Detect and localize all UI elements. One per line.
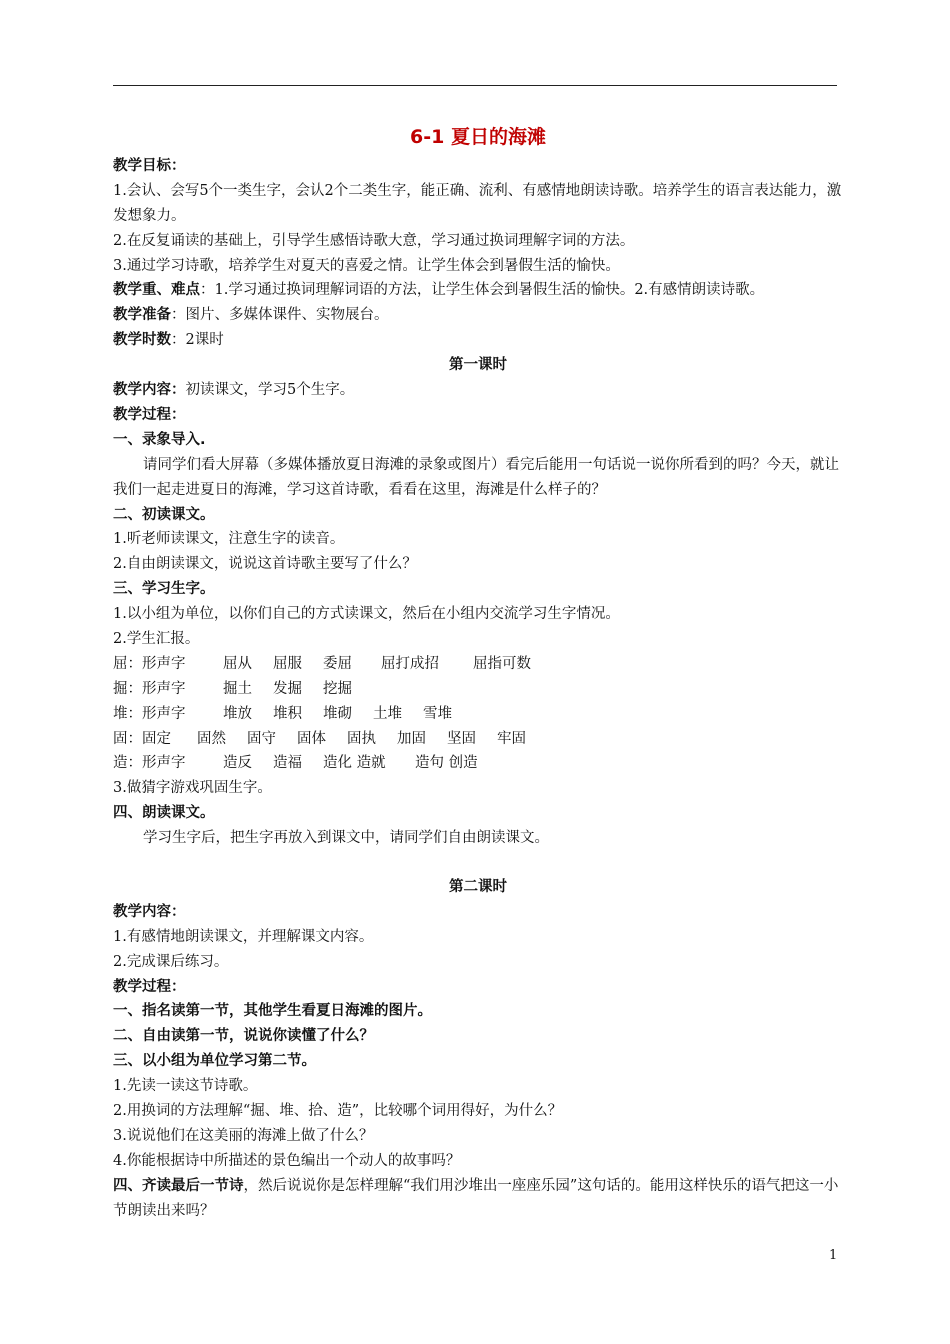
- char-word: 造化 造就: [323, 755, 386, 772]
- char-word: 堆砌: [323, 705, 352, 722]
- final-section-label: 四、齐读最后一节诗: [113, 1177, 244, 1194]
- lesson1-content-label: 教学内容：: [113, 382, 186, 399]
- goal-item: 1.会认、会写5个一类生字，会认2个二类生字，能正确、流利、有感情地朗读诗歌。培养学生的语言表达能力，激发想象力。: [113, 182, 842, 224]
- class-hours: [113, 328, 843, 353]
- char-word: 造反: [223, 755, 252, 772]
- prep-text: ：图片、多媒体课件、实物展台。: [171, 307, 389, 324]
- hours-label: 教学时数: [113, 332, 171, 349]
- char-word: 加固: [397, 730, 426, 747]
- char-word: 发掘: [273, 680, 302, 697]
- char-row: [113, 677, 843, 702]
- goal-item: 3.通过学习诗歌，培养学生对夏天的喜爱之情。让学生体会到暑假生活的愉快。: [113, 257, 620, 274]
- list-item: 1.有感情地朗读课文，并理解课文内容。: [113, 928, 374, 945]
- section-heading: 四、朗读课文。: [113, 805, 215, 822]
- char-word: 固执: [347, 730, 376, 747]
- section-heading: 二、初读课文。: [113, 506, 215, 523]
- char-word: 土堆: [373, 705, 402, 722]
- char-word: 屈服: [273, 655, 302, 672]
- char-word: 委屈: [323, 655, 352, 672]
- prep-label: 教学准备: [113, 307, 171, 324]
- char-word: 屈指可数: [473, 655, 531, 672]
- spacer: [113, 851, 843, 875]
- section-heading: 二、自由读第一节，说说你读懂了什么？: [113, 1028, 374, 1045]
- list-item: 2.完成课后练习。: [113, 953, 229, 970]
- lesson1-heading: 第一课时: [449, 357, 507, 374]
- list-item: 1.以小组为单位，以你们自己的方式读课文，然后在小组内交流学习生字情况。: [113, 606, 620, 623]
- char-head: 固：固定: [113, 730, 171, 747]
- list-item: 1.先读一读这节诗歌。: [113, 1078, 258, 1095]
- page-number: 1: [829, 1248, 838, 1263]
- char-row: [113, 702, 843, 727]
- char-word: 堆积: [273, 705, 302, 722]
- goals-label: 教学目标：: [113, 158, 186, 174]
- list-item: 2.用换词的方法理解“掘、堆、拾、造”，比较哪个词用得好，为什么？: [113, 1103, 563, 1120]
- list-item: 4.你能根据诗中所描述的景色编出一个动人的故事吗？: [113, 1152, 461, 1169]
- char-word: 堆放: [223, 705, 252, 722]
- lesson1-process-label: 教学过程：: [113, 406, 186, 423]
- section-heading: 一、指名读第一节，其他学生看夏日海滩的图片。: [113, 1003, 432, 1020]
- char-row: [113, 652, 843, 677]
- page-title: 6-1 夏日的海滩: [410, 126, 546, 148]
- list-item: 3.说说他们在这美丽的海滩上做了什么？: [113, 1127, 374, 1144]
- lesson2-heading: 第二课时: [449, 879, 507, 895]
- char-word: 掘土: [223, 680, 252, 697]
- section-heading: 三、以小组为单位学习第二节。: [113, 1053, 316, 1070]
- char-word: 造句 创造: [415, 755, 478, 772]
- key-points: [113, 278, 843, 303]
- char-word: 坚固: [447, 730, 476, 747]
- char-word: 造福: [273, 755, 302, 772]
- final-section-text: ，然后说说你是怎样理解“我们用沙堆出一座座乐园”这句话的。能用这样快乐的语气把这一小节朗读出来吗？: [113, 1177, 839, 1219]
- lesson2-content-label: 教学内容：: [113, 903, 186, 920]
- char-word: 固守: [247, 730, 276, 747]
- char-row: [113, 727, 843, 752]
- char-word: 固然: [197, 730, 226, 747]
- char-word: 屈从: [223, 655, 252, 672]
- list-item: 3.做猜字游戏巩固生字。: [113, 780, 272, 797]
- section-heading: 一、录象导入.: [113, 431, 206, 448]
- char-word: 牢固: [497, 730, 526, 747]
- char-word: 固体: [297, 730, 326, 747]
- document-body: [113, 120, 843, 1224]
- lesson1-content: [113, 378, 843, 403]
- preparation: [113, 303, 843, 328]
- char-head: 造：形声字: [113, 755, 186, 772]
- header-rule: [113, 85, 837, 86]
- paragraph: 学习生字后，把生字再放入到课文中，请同学们自由朗读课文。: [143, 830, 549, 847]
- char-head: 掘：形声字: [113, 680, 186, 697]
- key-label: 教学重、难点: [113, 282, 200, 299]
- lesson1-content-text: 初读课文，学习5个生字。: [185, 382, 355, 399]
- final-section: [113, 1174, 843, 1224]
- char-head: 堆：形声字: [113, 705, 186, 722]
- paragraph: 请同学们看大屏幕（多媒体播放夏日海滩的录象或图片）看完后能用一句话说一说你所看到的吗？今天，就让我们一起走进夏日的海滩，学习这首诗歌，看看在这里，海滩是什么样子的？: [113, 456, 839, 498]
- char-word: 雪堆: [423, 705, 452, 722]
- goal-item: 2.在反复诵读的基础上，引导学生感悟诗歌大意，学习通过换词理解字词的方法。: [113, 232, 635, 249]
- char-word: 屈打成招: [381, 655, 439, 672]
- char-head: 屈：形声字: [113, 655, 186, 672]
- key-text: ：1.学习通过换词理解词语的方法，让学生体会到暑假生活的愉快。2.有感情朗读诗歌。: [200, 282, 765, 299]
- char-row: [113, 751, 843, 776]
- list-item: 2.学生汇报。: [113, 630, 200, 647]
- list-item: 1.听老师读课文，注意生字的读音。: [113, 531, 345, 548]
- lesson2-process-label: 教学过程：: [113, 978, 186, 995]
- hours-text: ：2课时: [171, 332, 224, 349]
- list-item: 2.自由朗读课文，说说这首诗歌主要写了什么？: [113, 556, 417, 573]
- char-word: 挖掘: [323, 680, 352, 697]
- section-heading: 三、学习生字。: [113, 581, 215, 598]
